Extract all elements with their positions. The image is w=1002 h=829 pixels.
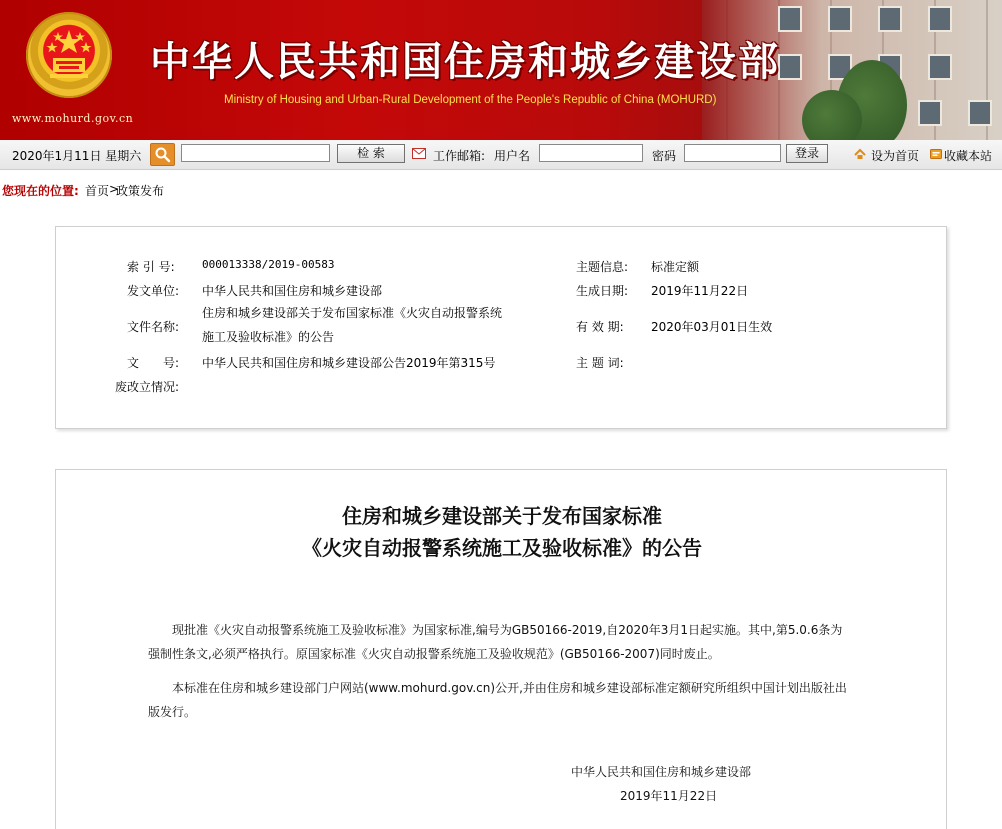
top-toolbar <box>0 140 1002 170</box>
index-label: 索 引 号: <box>127 260 175 274</box>
building-window <box>928 6 952 32</box>
doc-no-label: 文 号: <box>127 356 180 370</box>
login-button[interactable]: 登录 <box>786 144 828 163</box>
current-date: 2020年1月11日 星期六 <box>12 149 142 163</box>
username-label: 用户名 <box>494 149 531 163</box>
search-icon[interactable] <box>150 143 175 166</box>
building-window <box>928 54 952 80</box>
home-icon <box>854 148 866 160</box>
valid-label: 有 效 期: <box>576 320 624 334</box>
article-title-line2: 《火灾自动报警系统施工及验收标准》的公告 <box>302 536 702 560</box>
work-mail-label: 工作邮箱: <box>433 149 486 163</box>
doc-name-value: 住房和城乡建设部关于发布国家标准《火灾自动报警系统施工及验收标准》的公告 <box>202 306 503 344</box>
ministry-title-en: Ministry of Housing and Urban-Rural Development of the People's Republic of China (MOHURD) <box>224 94 717 106</box>
building-window <box>918 100 942 126</box>
announcement-article <box>55 469 947 829</box>
set-home-link[interactable]: 设为首页 <box>871 149 920 163</box>
valid-value: 2020年03月01日生效 <box>651 320 773 334</box>
site-url: www.mohurd.gov.cn <box>12 112 134 125</box>
topic-value: 标准定额 <box>651 260 700 274</box>
breadcrumb-home-link[interactable]: 首页 <box>85 184 110 198</box>
document-metadata-panel <box>55 226 947 429</box>
building-window <box>878 6 902 32</box>
bookmark-link[interactable]: 收藏本站 <box>944 149 993 163</box>
search-button[interactable]: 检 索 <box>337 144 405 163</box>
building-window <box>778 54 802 80</box>
doc-no-value: 中华人民共和国住房和城乡建设部公告2019年第315号 <box>202 356 496 370</box>
username-input[interactable] <box>539 144 643 162</box>
doc-name-label: 文件名称: <box>127 320 180 334</box>
breadcrumb-separator: > <box>109 182 120 196</box>
article-title-line1: 住房和城乡建设部关于发布国家标准 <box>342 504 662 528</box>
gen-date-value: 2019年11月22日 <box>651 284 749 298</box>
article-sign-date: 2019年11月22日 <box>620 789 718 803</box>
breadcrumb-policy-link[interactable]: 政策发布 <box>116 184 165 198</box>
status-label: 废改立情况: <box>115 380 180 394</box>
search-input[interactable] <box>181 144 330 162</box>
breadcrumb <box>0 170 1002 202</box>
keywords-label: 主 题 词: <box>576 356 624 370</box>
ministry-title-cn: 中华人民共和国住房和城乡建设部 <box>150 39 780 85</box>
location-label: 您现在的位置: <box>2 184 79 198</box>
bookmark-icon <box>930 148 942 160</box>
issuer-value: 中华人民共和国住房和城乡建设部 <box>202 284 383 298</box>
mail-icon <box>412 148 426 159</box>
article-paragraph-1: 现批准《火灾自动报警系统施工及验收标准》为国家标准,编号为GB50166-2019,自2020年3月1日起实施。其中,第5.0.6条为强制性条文,必须严格执行。原国家标准《火灾自动报警系统施工及验收规范》(GB50166-2007)同时废止。 <box>148 623 843 661</box>
password-label: 密码 <box>652 149 677 163</box>
index-value: 000013338/2019-00583 <box>202 258 335 271</box>
building-window <box>968 100 992 126</box>
building-window <box>828 6 852 32</box>
national-emblem-icon <box>26 12 112 98</box>
issuer-label: 发文单位: <box>127 284 180 298</box>
gen-date-label: 生成日期: <box>576 284 629 298</box>
password-input[interactable] <box>684 144 781 162</box>
article-signer: 中华人民共和国住房和城乡建设部 <box>571 765 752 779</box>
header-banner <box>0 0 1002 140</box>
topic-label: 主题信息: <box>576 260 629 274</box>
building-window <box>778 6 802 32</box>
article-paragraph-2: 本标准在住房和城乡建设部门户网站(www.mohurd.gov.cn)公开,并由住房和城乡建设部标准定额研究所组织中国计划出版社出版发行。 <box>148 681 847 719</box>
